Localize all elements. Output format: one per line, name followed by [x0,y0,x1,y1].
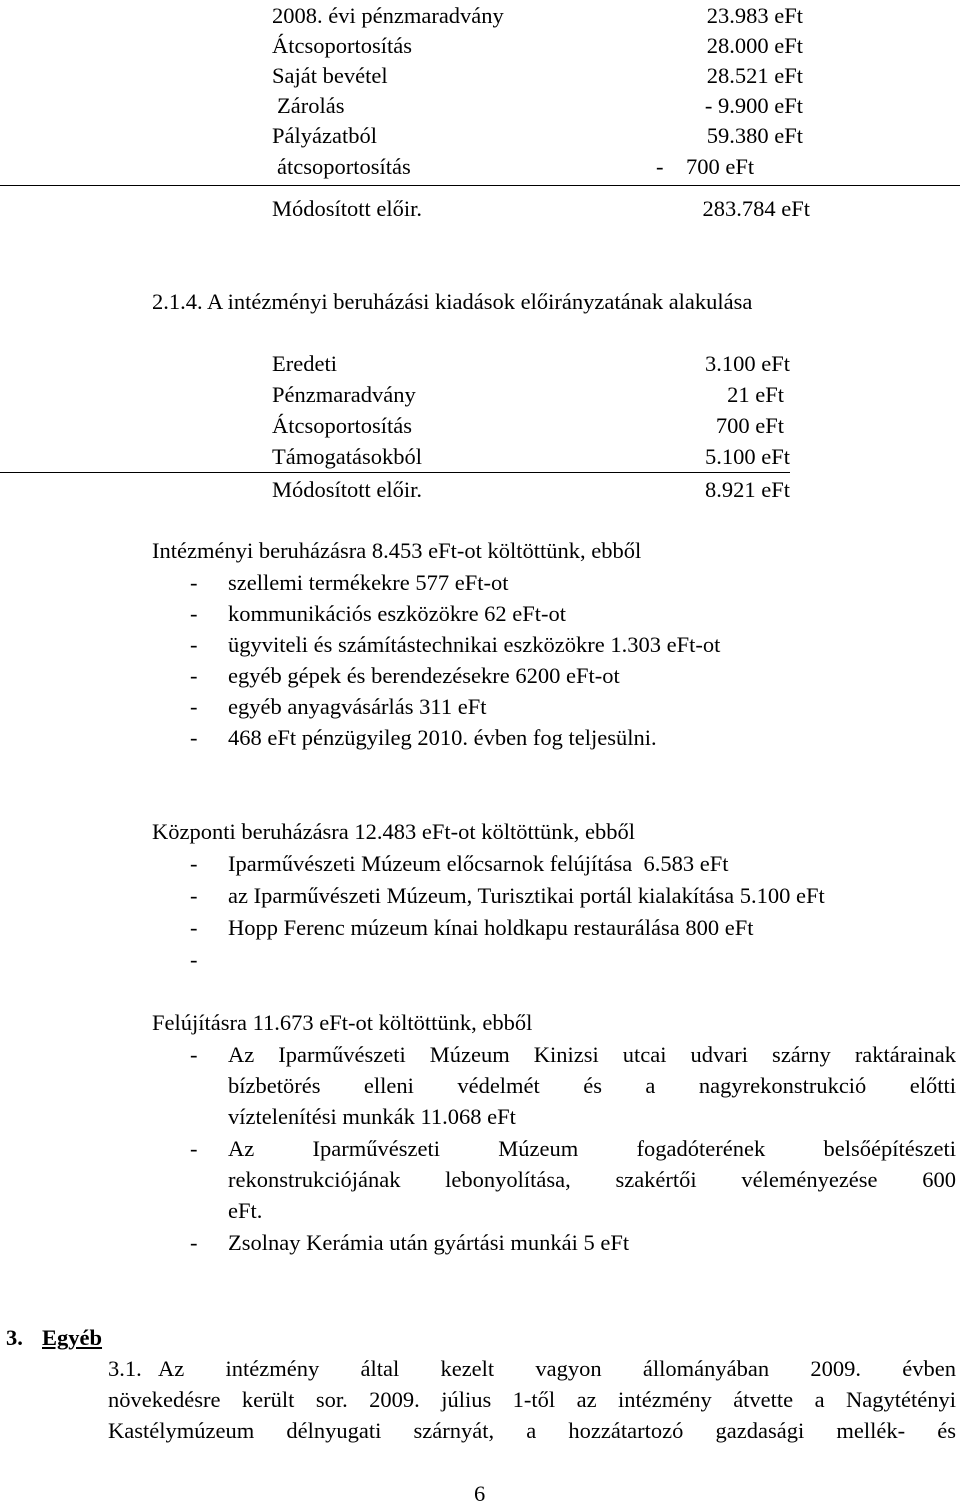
section-214-heading: 2.1.4. A intézményi beruházási kiadások előirányzatának alakulása [152,289,753,314]
section-31-number: 3.1. [108,1356,142,1381]
table2-total-rule [0,472,790,473]
table1-label-3: Zárolás [277,93,345,118]
list-dash: - [190,570,198,595]
list-dash: - [190,1136,198,1161]
list-item: Zsolnay Kerámia után gyártási munkái 5 eFt [228,1230,630,1255]
kozponti-intro: Központi beruházásra 12.483 eFt-ot költöttünk, ebből [152,819,636,844]
felujitas-intro: Felújításra 11.673 eFt-ot költöttünk, ebből [152,1010,533,1035]
list-item: szellemi termékekre 577 eFt-ot [228,570,509,595]
table2-value-1: 21 eFt [727,382,784,407]
table1-total-label: Módosított előir. [272,196,423,221]
list-item: Iparművészeti Múzeum előcsarnok felújítása 6.583 eFt [228,851,729,876]
table1-label-5: átcsoportosítás [277,154,411,179]
list-item-line: Az Iparművészeti Múzeum fogadóterének belsőépítészeti [228,1136,956,1161]
table1-value-3: - 9.900 eFt [704,93,803,118]
table1-value-1: 28.000 eFt [706,33,803,58]
table2-label-0: Eredeti [272,351,337,376]
page-number: 6 [474,1481,486,1506]
table1-label-4: Pályázatból [272,123,377,148]
table2-label-1: Pénzmaradvány [272,382,416,407]
list-dash: - [190,915,198,940]
table1-total-value: 283.784 eFt [702,196,810,221]
list-dash: - [190,947,198,972]
list-item-line: eFt. [228,1198,263,1223]
table2-total-label: Módosított előir. [272,477,423,502]
list-dash: - [190,851,198,876]
list-dash: - [190,725,198,750]
table1-value-0: 23.983 eFt [706,3,803,28]
list-item: egyéb anyagvásárlás 311 eFt [228,694,487,719]
list-item: kommunikációs eszközökre 62 eFt-ot [228,601,567,626]
table1-value-4: 59.380 eFt [706,123,803,148]
intezmenyi-intro: Intézményi beruházásra 8.453 eFt-ot költöttünk, ebből [152,538,642,563]
table1-total-rule [0,185,960,186]
list-item: ügyviteli és számítástechnikai eszközökre 1.303 eFt-ot [228,632,721,657]
table1-label-2: Saját bevétel [272,63,388,88]
table2-value-3: 5.100 eFt [704,444,790,469]
list-dash: - [190,601,198,626]
table2-label-2: Átcsoportosítás [272,413,412,438]
table2-label-3: Támogatásokból [272,444,422,469]
list-item: egyéb gépek és berendezésekre 6200 eFt-ot [228,663,620,688]
list-dash: - [190,632,198,657]
table1-label-1: Átcsoportosítás [272,33,412,58]
list-item: 468 eFt pénzügyileg 2010. évben fog teljesülni. [228,725,657,750]
list-dash: - [190,694,198,719]
section-31-line-1: növekedésre került sor. 2009. július 1-től az intézmény átvette a Nagytétényi [108,1387,956,1412]
table1-value-2: 28.521 eFt [706,63,803,88]
section-3-number: 3. [6,1325,23,1350]
list-dash: - [190,663,198,688]
list-item: Hopp Ferenc múzeum kínai holdkapu restaurálása 800 eFt [228,915,754,940]
list-dash: - [190,1230,198,1255]
list-dash: - [190,883,198,908]
table2-total-value: 8.921 eFt [704,477,790,502]
list-item-line: bízbetörés elleni védelmét és a nagyrekonstrukció előtti [228,1073,956,1098]
section-31-line-0: Az intézmény által kezelt vagyon állományában 2009. évben [158,1356,956,1381]
table1-label-0: 2008. évi pénzmaradvány [272,3,504,28]
list-item-line: víztelenítési munkák 11.068 eFt [228,1104,516,1129]
section-3-title: Egyéb [42,1325,103,1350]
table2-value-2: 700 eFt [715,413,784,438]
list-dash: - [190,1042,198,1067]
list-item-line: rekonstrukciójának lebonyolítása, szakértői véleményezése 600 [228,1167,956,1192]
list-item-line: Az Iparművészeti Múzeum Kinizsi utcai udvari szárny raktárainak [228,1042,956,1067]
table2-value-0: 3.100 eFt [704,351,790,376]
section-31-line-2: Kastélymúzeum délnyugati szárnyát, a hozzátartozó gazdasági mellék- és [108,1418,956,1443]
list-item: az Iparművészeti Múzeum, Turisztikai portál kialakítása 5.100 eFt [228,883,825,908]
table1-value-5: - 700 eFt [656,154,755,179]
